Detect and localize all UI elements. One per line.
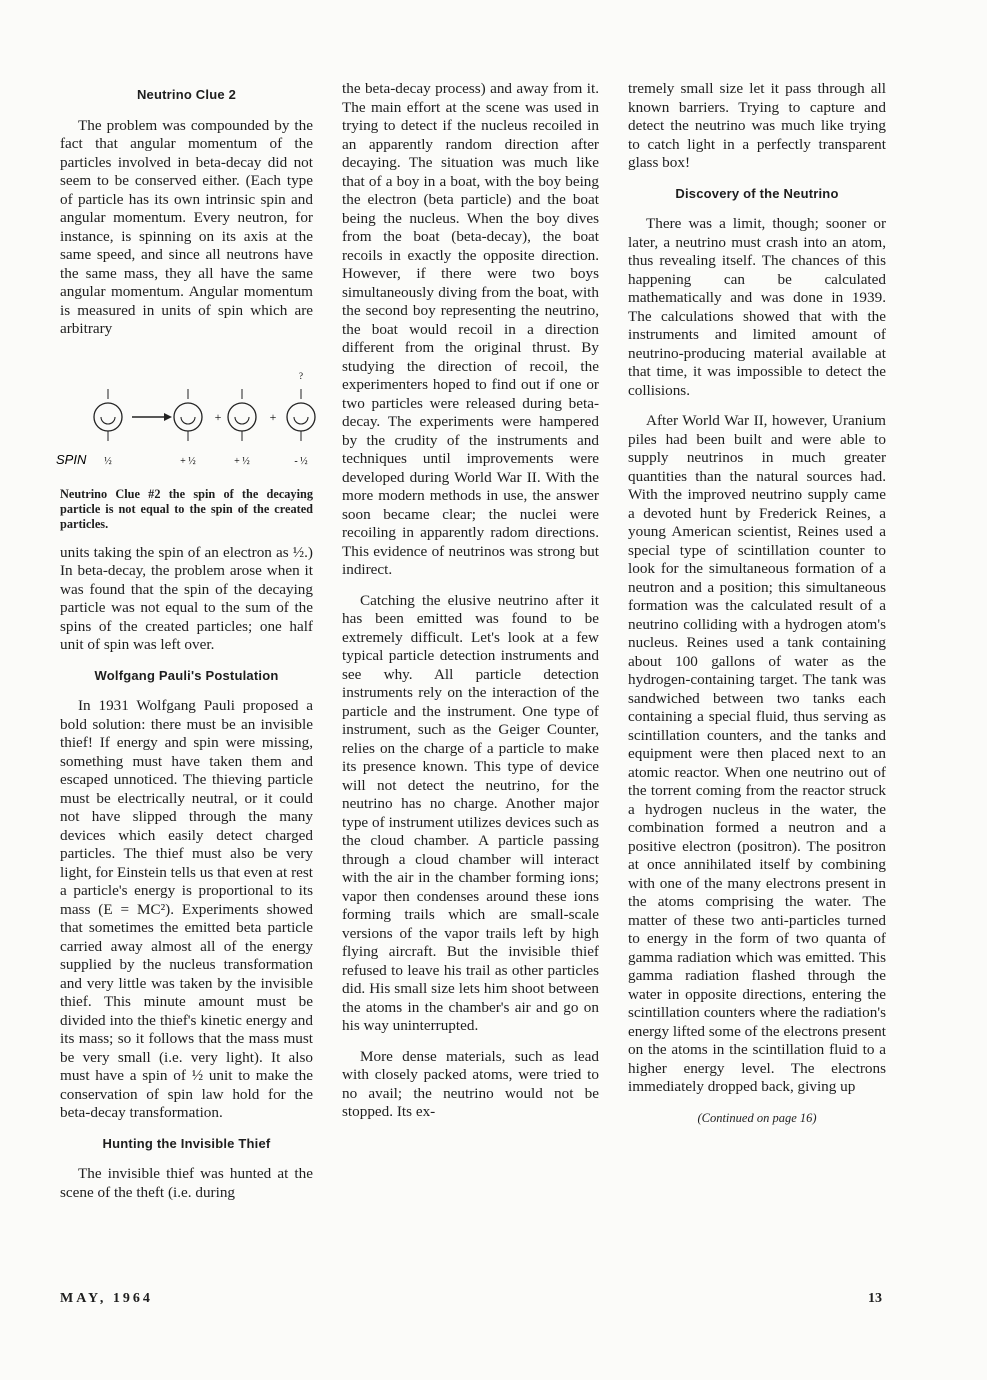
spin-circle (287, 403, 315, 431)
spin-value: + ½ (234, 455, 250, 467)
arrow-head-icon (164, 413, 172, 421)
column-3 (628, 80, 886, 1127)
column-2 (342, 80, 599, 1134)
spin-value: ½ (104, 455, 112, 467)
plus-sign: + (214, 409, 222, 424)
question-mark: ? (299, 370, 303, 381)
paragraph: More dense materials, such as lead with closely packed atoms, were tried to no avail; the neutrino would not be stopped. Its ex- (342, 1047, 599, 1120)
page-number: 13 (868, 1291, 882, 1306)
paragraph: units taking the spin of an electron as ½.) In beta-decay, the problem arose when it was found that the spin of the decaying particle was not equal to the sum of the spins of the created particles; one half unit of spin was left over. (60, 543, 313, 653)
paragraph: After World War II, however, Uranium piles had been built and were able to supply neutrinos in much greater quantities than the natural sources had. With the improved neutrino supply came a devoted hunt by Frederick Reines, a young American scientist, Reines used a special type of scintillation counter to look for the simultaneous formation of a neutron and a position; this simultaneous formation was the calculated result of a neutrino colliding with a hydrogen atom's nucleus. Reines used a tank containing about 100 gallons of water as the hydrogen-containing target. The tank was sandwiched between two tanks each containing a special fluid, thus serving as scintillation counters, and the tanks and equipment were then placed next to an atomic reactor. When one neutrino out of the torrent coming from the reactor struck a hydrogen nucleus in the water, the combination formed a neutron and a positive electron (positron). The positron at once annihilated itself by combining with one of the many electrons present in the atoms comprising the water. The matter of these two anti-particles turned to energy in the form of two quanta of gamma radiation which was emitted. This gamma radiation flashed through the water in opposite directions, entering the scintillation counters where the radiation's energy lifted some of the electrons present on the atoms in the scintillation fluid to a higher energy level. The electrons immediately dropped back, giving up (628, 412, 886, 1095)
spin-circle (228, 403, 256, 431)
spin-circle (174, 403, 202, 431)
spin-value: + ½ (180, 455, 196, 467)
spin-arrow-icon (181, 417, 195, 424)
column-1 (56, 80, 313, 1214)
paragraph: There was a limit, though; sooner or later, a neutrino must crash into an atom, thus revealing itself. The chances of this happening can be calculated mathematically and was done in 1939. The calculations showed that with the instruments and limited amount of neutrino-producing material available at that time, it was impossible to detect the collisions. (628, 215, 886, 399)
heading-discovery: Discovery of the Neutrino (675, 185, 839, 201)
heading-pauli-postulation: Wolfgang Pauli's Postulation (94, 667, 279, 683)
spin-circle (94, 403, 122, 431)
footer-date: MAY, 1964 (60, 1291, 153, 1306)
spin-diagram (56, 369, 313, 479)
heading-hunting-thief: Hunting the Invisible Thief (102, 1135, 271, 1151)
paragraph: the beta-decay process) and away from it. The main effort at the scene was used in trying to detect if the nucleus recoiled in an apparently random direction after decaying. The situation was much like that of a boy in a boat, with the boy being the electron (beta particle) and the boat being the nucleus. When the boy dives from the boat (beta-decay), the boat recoils in exactly the opposite direction. However, if there were two boys simultaneously diving from the boat, with the second boy representing the neutrino, the boat would recoil in a direction different from the original thrust. By studying the direction of recoil, the experimenters hoped to find out if one or two particles were released during beta-decay. The experiments were hampered by the crudity of the instruments and techniques until improvements were developed during World War II. With the more modern methods in use, the answer soon became clear; the nuclei were recoiling in apparently radom directions. This evidence of neutrinos was strong but indirect. (342, 80, 599, 578)
spin-label: SPIN (56, 451, 87, 467)
continued-note: (Continued on page 16) (697, 1110, 817, 1125)
spin-arrow-icon (235, 417, 249, 424)
spin-arrow-icon (294, 417, 308, 424)
paragraph: tremely small size let it pass through all known barriers. Trying to capture and detect the neutrino was much like trying to catch light in a perfectly transparent glass box! (628, 80, 886, 171)
paragraph: In 1931 Wolfgang Pauli proposed a bold solution: there must be an invisible thief! If energy and spin were missing, something must have taken them and escaped unnoticed. The thieving particle must be electrically neutral, or it could not have slipped through the many devices which easily detect charged particles. The thief must also be very light, for Einstein tells us that even at rest a particle's energy is proportional to its mass (E = MC²). Experiments showed that sometimes the emitted beta particle carried away almost all of the energy supplied by the nucleus transformation and very little was taken by the invisible thief. This minute amount must be divided into the thief's kinetic energy and its mass; so it follows that the mass must be very small (i.e. very light). It also must have a spin of ½ unit to make the conservation of spin law hold for the beta-decay transformation. (60, 697, 313, 1121)
spin-value: - ½ (294, 455, 308, 467)
plus-sign: + (269, 409, 277, 424)
spin-diagram-svg (56, 369, 313, 479)
paragraph: Catching the elusive neutrino after it has been emitted was found to be extremely difficult. Let's look at a few typical particle detection instruments and see why. All particle detection instruments rely on the interaction of the particle and the instrument. One type of instrument, such as the Geiger Counter, relies on the charge of a particle to make its presence known. This type of device will not detect the neutrino, for the neutrino has no charge. Another major type of instrument utilizes devices such as the cloud chamber. A particle passing through a cloud chamber will interact with the air in the chamber forming ions; vapor then condenses around these ions forming trails which are small-scale versions of the vapor trails left by high flying aircraft. But the invisible thief refused to leave his trail as other particles did. His small size lets him shoot between the atoms in the chamber's air and go on his way uninterrupted. (342, 591, 599, 1034)
heading-neutrino-clue-2: Neutrino Clue 2 (136, 87, 237, 102)
paragraph: The invisible thief was hunted at the scene of the theft (i.e. during (60, 1165, 313, 1201)
figure-caption: Neutrino Clue #2 the spin of the decaying particle is not equal to the spin of the created particles. (60, 486, 313, 531)
spin-arrow-icon (101, 417, 115, 424)
paragraph: The problem was compounded by the fact that angular momentum of the particles involved in beta-decay did not seem to be conserved either. (Each type of particle has its own intrinsic spin and angular momentum. Every neutron, for instance, is spinning on its axis at the same speed, and since all neutrons have the same mass, they all have the same angular momentum. Angular momentum is measured in units of spin which are arbitrary (60, 116, 313, 337)
